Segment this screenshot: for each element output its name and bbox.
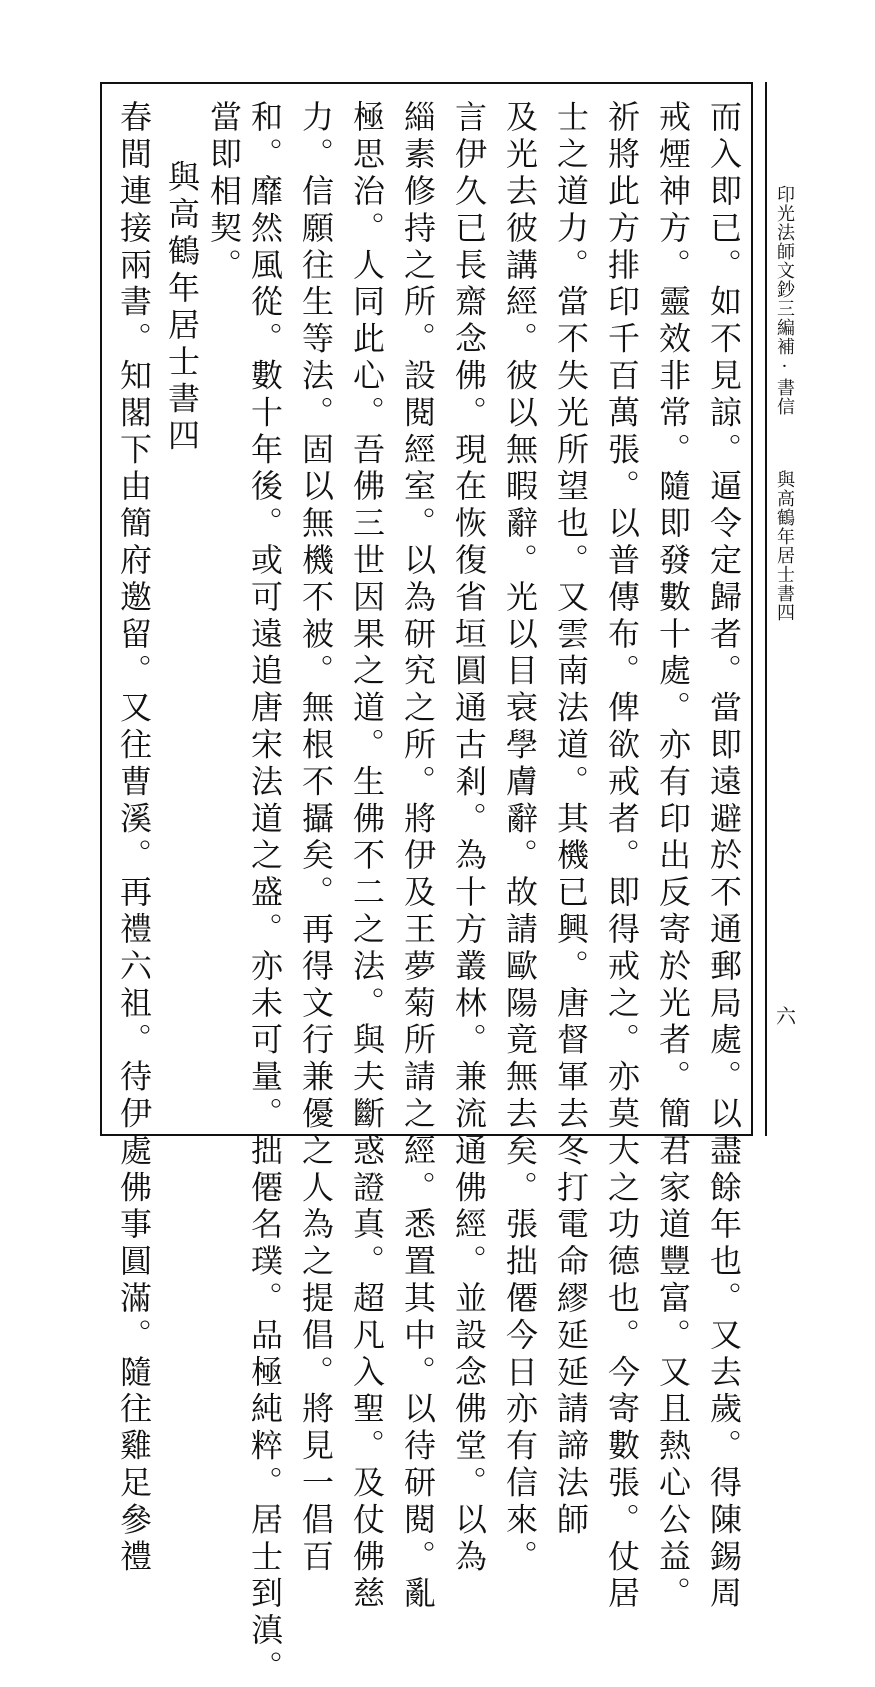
text-column-3: 祈將此方排印千百萬張。以普傳布。俾欲戒者。即得戒之。亦莫大之功德也。今寄數張。仗居 [603,100,641,1613]
header-divider [765,82,767,1136]
letter-title: 與高鶴年居士書四 [163,160,201,456]
text-column-5: 及光去彼講經。彼以無暇辭。光以目衰學膚辭。故請歐陽竟無去矣。張拙僊今日亦有信來。 [501,100,539,1576]
text-column-8: 極思治。人同此心。吾佛三世因果之道。生佛不二之法。與夫斷惑證真。超凡入聖。及仗佛慈 [348,100,386,1613]
text-column-7: 緇素修持之所。設閱經室。以為研究之所。將伊及王夢菊所請之經。悉置其中。以待研閱。亂 [399,100,437,1613]
text-column-1: 而入即已。如不見諒。逼令定歸者。當即遠避於不通郵局處。以盡餘年也。又去歲。得陳錫周 [705,100,743,1613]
text-column-11: 當即相契。 [205,100,243,285]
book-title: 印光法師文鈔三編補·書信 [774,185,795,416]
text-column-9: 力。信願往生等法。固以無機不被。無根不攝矣。再得文行兼優之人為之提倡。將見一倡百 [297,100,335,1576]
frame-right-line [751,82,753,1136]
page-number: 六 [776,1004,796,1028]
text-column-10: 和。靡然風從。數十年後。或可遠追唐宋法道之盛。亦未可量。拙僊名璞。品極純粹。居士到滇。 [246,100,284,1687]
frame-top-line [100,82,753,84]
text-column-next-1: 春間連接兩書。知閣下由簡府邀留。又往曹溪。再禮六祖。待伊處佛事圓滿。隨往雞足參禮 [115,100,153,1576]
section-title: 與高鶴年居士書四 [774,470,795,622]
text-column-4: 士之道力。當不失光所望也。又雲南法道。其機已興。唐督軍去冬打電命繆延延請諦法師 [552,100,590,1540]
text-column-2: 戒煙神方。靈效非常。隨即發數十處。亦有印出反寄於光者。簡君家道豐富。又且熱心公益。 [654,100,692,1613]
text-column-6: 言伊久已長齋念佛。現在恢復省垣圓通古剎。為十方叢林。兼流通佛經。並設念佛堂。以為 [450,100,488,1576]
frame-left-line [100,82,102,1136]
